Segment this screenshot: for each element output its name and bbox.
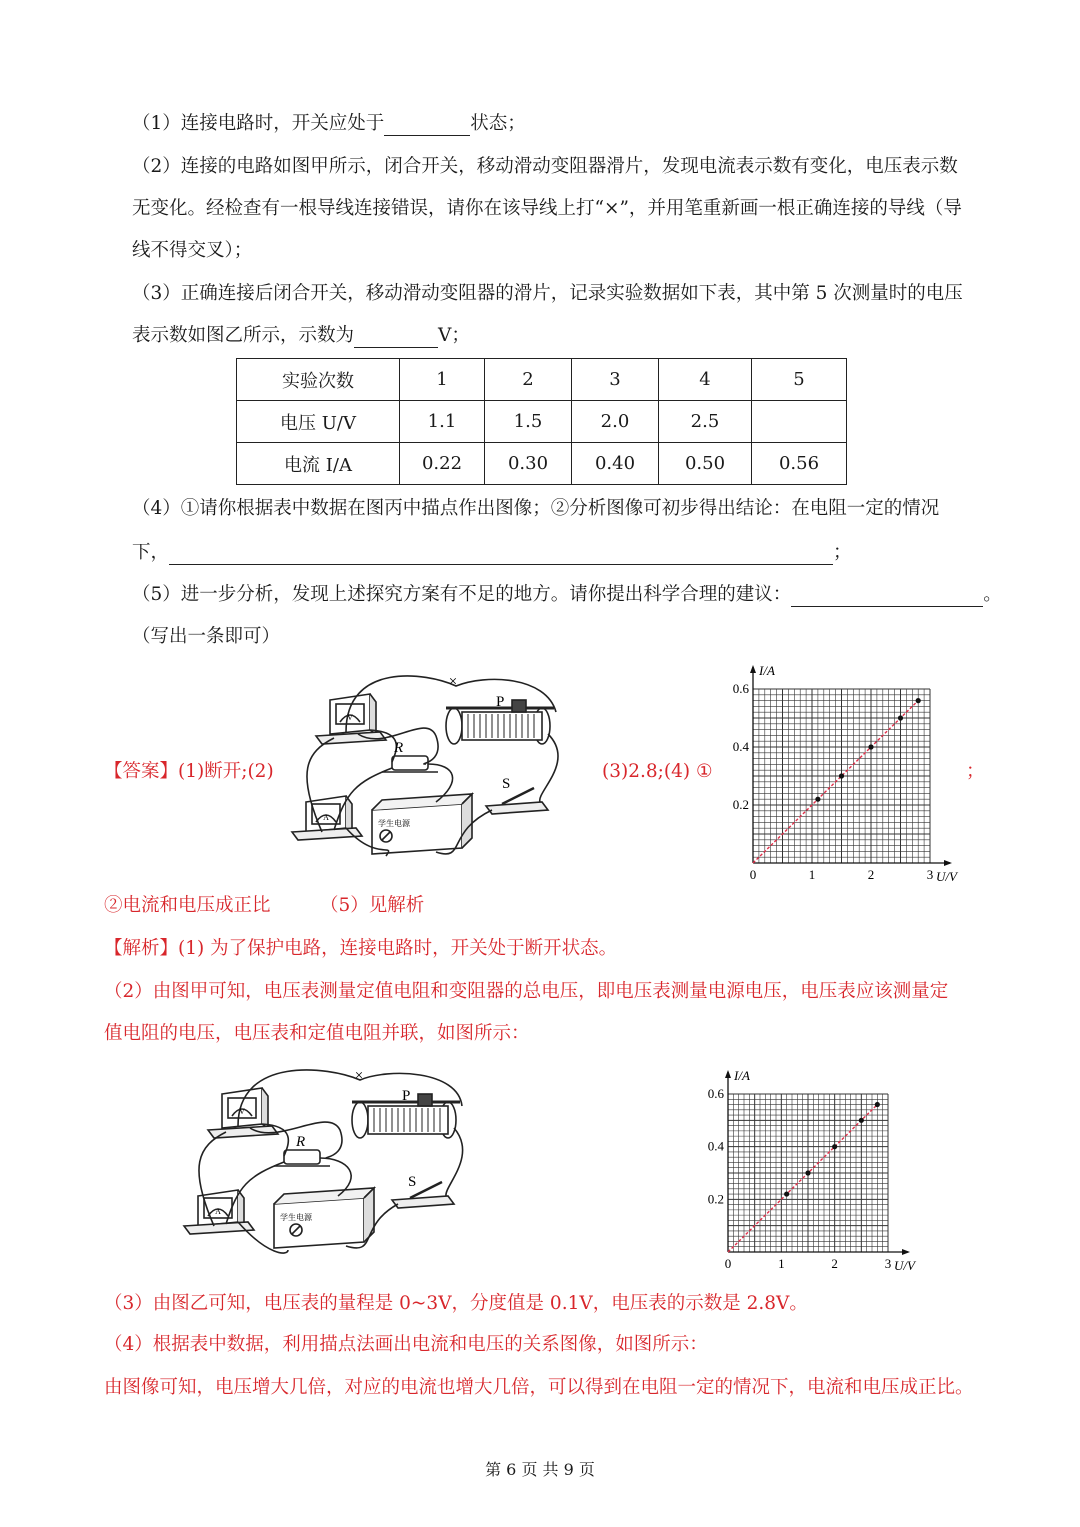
circuit-diagram-2 [178,1066,478,1266]
y-axis-label: I/A [734,1068,750,1083]
analysis-p2b: 值电阻的电压，电压表和定值电阻并联，如图所示： [104,1023,530,1044]
y-tick-label: 0.6 [707,1086,724,1101]
y-tick-label: 0.2 [732,797,749,812]
data-point [898,715,903,720]
data-point [916,698,921,703]
x-tick-label: 1 [808,867,816,882]
power-supply-label: 学生电源 [378,819,410,828]
power-supply-label: 学生电源 [280,1213,312,1222]
y-tick-label: 0.2 [707,1191,724,1207]
circuit-diagram-1 [286,672,586,872]
analysis-p1: 【解析】(1) 为了保护电路，连接电路时，开关处于断开状态。 [104,938,618,959]
question-5-line-1: （5）进一步分析，发现上述探究方案有不足的地方。请你提出科学合理的建议： 。 [132,584,1002,605]
switch-label: S [502,776,511,792]
question-3-line-1: （3）正确连接后闭合开关，移动滑动变阻器的滑片，记录实验数据如下表，其中第 5 次测量时的电压 [132,283,963,304]
answer-line-2b: （5）见解析 [320,895,425,916]
x-axis-label: U/V [894,1258,915,1273]
data-table [236,358,847,485]
question-4-line-1: （4）①请你根据表中数据在图丙中描点作出图像；②分析图像可初步得出结论：在电阻一定的情况 [132,498,940,519]
analysis-p2a: （2）由图甲可知，电压表测量定值电阻和变阻器的总电压，即电压表测量电源电压，电压表应该测量定 [104,981,949,1002]
x-axis-arrow [902,1249,910,1255]
analysis-p4: （4）根据表中数据，利用描点法画出电流和电压的关系图像，如图所示： [104,1334,708,1355]
voltmeter-label: V [347,713,353,722]
x-tick-label: 3 [926,867,934,882]
answer-line-2: ②电流和电压成正比 [104,895,271,916]
question-2-line-3: 线不得交叉）； [132,240,253,261]
data-point [805,1170,810,1175]
y-axis-arrow [750,665,756,673]
data-point [875,1102,880,1107]
page-footer: 第 6 页 共 9 页 [485,1460,595,1479]
analysis-p5: 由图像可知，电压增大几倍，对应的电流也增大几倍，可以得到在电阻一定的情况下，电流和电压成正比。 [104,1377,974,1398]
rheostat-label: P [402,1088,411,1104]
table-row: 电流 I/A 0.22 0.30 0.40 0.50 0.56 [237,443,847,485]
y-axis-arrow [725,1070,731,1078]
data-point [832,1144,837,1149]
answer-line-1: 【答案】(1)断开;(2) [104,761,274,782]
answer-part-2: (3)2.8;(4) ① [602,761,713,782]
x-tick-label: 0 [724,1256,732,1271]
question-4-line-2: 下， ； [132,542,852,563]
x-tick-label: 3 [884,1256,892,1271]
resistor-label: R [296,1134,306,1150]
table-row: 实验次数 1 2 3 4 5 [237,359,847,401]
ammeter-label: A [215,1207,221,1216]
question-1: （1）连接电路时，开关应处于 状态； [132,113,526,134]
data-point [815,797,820,802]
question-3-line-2: 表示数如图乙所示，示数为 V； [132,325,470,346]
resistor-label: R [394,740,404,756]
y-axis-label: I/A [759,663,775,678]
data-point [784,1191,789,1196]
answer-part-3: ； [966,761,985,782]
x-tick-label: 2 [831,1256,838,1271]
cross-mark: × [448,674,458,690]
answer-blank [354,329,438,348]
y-tick-label: 0.6 [732,681,749,696]
x-tick-label: 1 [778,1256,785,1271]
x-axis-arrow [944,860,952,866]
question-5-note: （写出一条即可） [132,626,281,647]
ammeter-label: A [323,813,329,822]
y-tick-label: 0.4 [732,739,749,754]
data-point [868,744,873,749]
question-2-line-1: （2）连接的电路如图甲所示，闭合开关，移动滑动变阻器滑片，发现电流表示数有变化，电压表示数 [132,156,958,177]
answer-blank [169,546,833,565]
cross-mark: × [354,1068,364,1084]
question-2-line-2: 无变化。经检查有一根导线连接错误，请你在该导线上打“×”，并用笔重新画一根正确连接的导线（导 [132,198,962,219]
chart-1 [716,660,976,890]
answer-blank [791,588,983,607]
x-tick-label: 2 [867,867,875,882]
data-point [839,773,844,778]
x-axis-label: U/V [936,869,957,884]
data-point [859,1118,864,1123]
answer-blank [384,117,470,136]
switch-label: S [408,1174,417,1190]
chart-2 [700,1066,940,1276]
analysis-p3: （3）由图乙可知，电压表的量程是 0~3V，分度值是 0.1V，电压表的示数是 2.8V。 [104,1293,808,1314]
table-row: 电压 U/V 1.1 1.5 2.0 2.5 [237,401,847,443]
rheostat-label: P [496,694,505,710]
x-tick-label: 0 [749,867,757,882]
y-tick-label: 0.4 [707,1138,724,1154]
voltmeter-label: V [239,1107,245,1116]
